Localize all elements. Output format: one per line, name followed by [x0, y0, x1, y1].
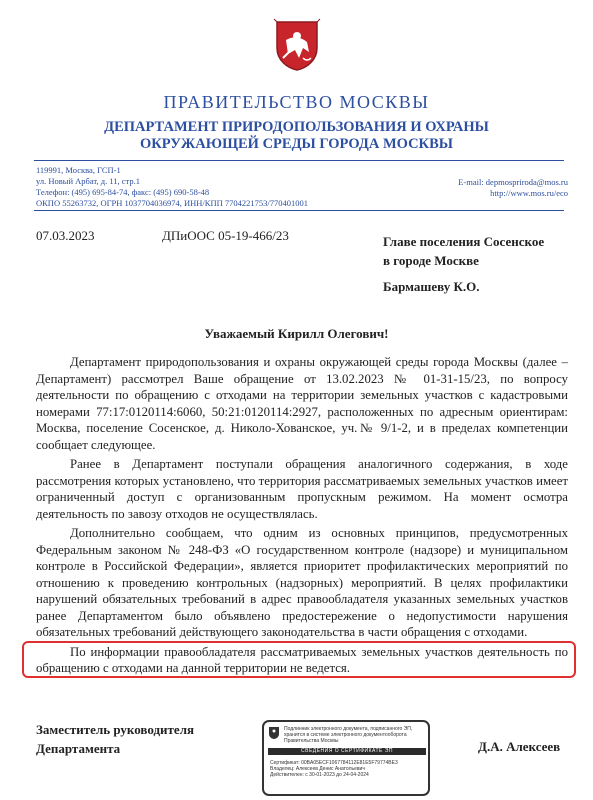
government-title: ПРАВИТЕЛЬСТВО МОСКВЫ	[163, 92, 430, 112]
electronic-signature-stamp	[262, 720, 430, 796]
letter-body	[36, 354, 568, 680]
stamp-header	[284, 726, 428, 744]
stamp-certificate-details	[270, 760, 426, 778]
website-address: http://www.mos.ru/eco	[490, 188, 568, 198]
body-paragraph: Ранее в Департамент поступали обращения аналогичного содержания, в ходе рассмотрения которых установлено, что территория рассматриваемых земельных участков имеет ограниченный доступ с организованным пропускным режимом. На момент осмотра деятельность по завозу отходов не осуществлялась.	[36, 457, 568, 521]
stamp-certificate: Сертификат: 00BA05ECF1067784112E81E5F79774BE3	[270, 760, 398, 766]
stamp-header-line: хранится в системе электронного документооборота	[284, 732, 407, 738]
department-title-line2: ОКРУЖАЮЩЕЙ СРЕДЫ ГОРОДА МОСКВЫ	[140, 136, 453, 152]
signatory-title-line2: Департамента	[36, 741, 121, 756]
address-line: ОКПО 55263732, ОГРН 1037704036974, ИНН/КПП 7704221753/770401001	[36, 198, 308, 208]
department-title-line1: ДЕПАРТАМЕНТ ПРИРОДОПОЛЬЗОВАНИЯ И ОХРАНЫ	[104, 119, 489, 135]
stamp-emblem-icon	[268, 726, 280, 740]
stamp-header-line: Подлинник электронного документа, подписанного ЭП,	[284, 726, 413, 732]
recipient-location: в городе Москве	[383, 253, 479, 268]
address-line: 119991, Москва, ГСП-1	[36, 165, 121, 175]
moscow-coat-of-arms-icon	[273, 18, 321, 72]
salutation: Уважаемый Кирилл Олегович!	[204, 326, 389, 341]
address-line: Телефон: (495) 695-84-74, факс: (495) 690-58-48	[36, 187, 210, 197]
body-paragraph-highlighted: По информации правообладателя рассматриваемых земельных участков деятельность по обращению с отходами на данной территории не ведется.	[36, 644, 568, 675]
department-title	[0, 119, 593, 153]
header-divider-top	[34, 160, 564, 161]
recipient-name: Бармашеву К.О.	[383, 279, 480, 294]
email-address: E-mail: depmospriroda@mos.ru	[458, 177, 568, 187]
signatory-title-line1: Заместитель руководителя	[36, 722, 195, 737]
body-paragraph: Департамент природопользования и охраны окружающей среды города Москвы (далее – Департамент) рассмотрел Ваше обращение от 13.02.2023 № 01-31-15/23, по вопросу деятельности по обращению с отходами на территории земельных участков с кадастровыми номерами 77:17:0120114:6060, 50:21:0120114:2927, расположенных по адресным ориентирам: Москва, поселение Сосенское, д. Николо-Хованское, уч.№ 9/1-2, и в пределах компетенции сообщает следующее.	[36, 355, 568, 452]
department-contacts	[405, 177, 568, 199]
recipient-block	[383, 232, 544, 270]
stamp-validity: Действителен: с 30-01-2023 до 24-04-2024	[270, 772, 369, 778]
stamp-header-line: Правительства Москвы	[284, 738, 339, 744]
stamp-certificate-bar: СВЕДЕНИЯ О СЕРТИФИКАТЕ ЭП	[268, 748, 426, 755]
department-address	[36, 165, 308, 209]
address-line: ул. Новый Арбат, д. 11, стр.1	[36, 176, 140, 186]
signatory-name: Д.А. Алексеев	[478, 739, 561, 754]
recipient-position: Главе поселения Сосенское	[383, 234, 545, 249]
stamp-owner: Владелец: Алексеев Денис Анатольевич	[270, 766, 365, 772]
body-paragraph: Дополнительно сообщаем, что одним из основных принципов, предусмотренных Федеральным законом № 248-ФЗ «О государственном контроле (надзоре) и муниципальном контроле в Российской Федерации», является приоритет профилактических мероприятий по отношению к проведению контрольных (надзорных) мероприятий. В целях профилактики нарушений обязательных требований в адрес правообладателя указанных земельных участков ранее Департаментом было объявлено предостережение о недопустимости нарушения обязательных требований действующего законодательства в части обращения с отходами.	[36, 526, 568, 639]
signatory-title	[36, 720, 194, 758]
highlight-box	[22, 641, 576, 678]
letter-date: 07.03.2023	[36, 228, 95, 243]
header-divider-bottom	[34, 210, 564, 211]
registration-number: ДПиООС 05-19-466/23	[162, 228, 289, 243]
